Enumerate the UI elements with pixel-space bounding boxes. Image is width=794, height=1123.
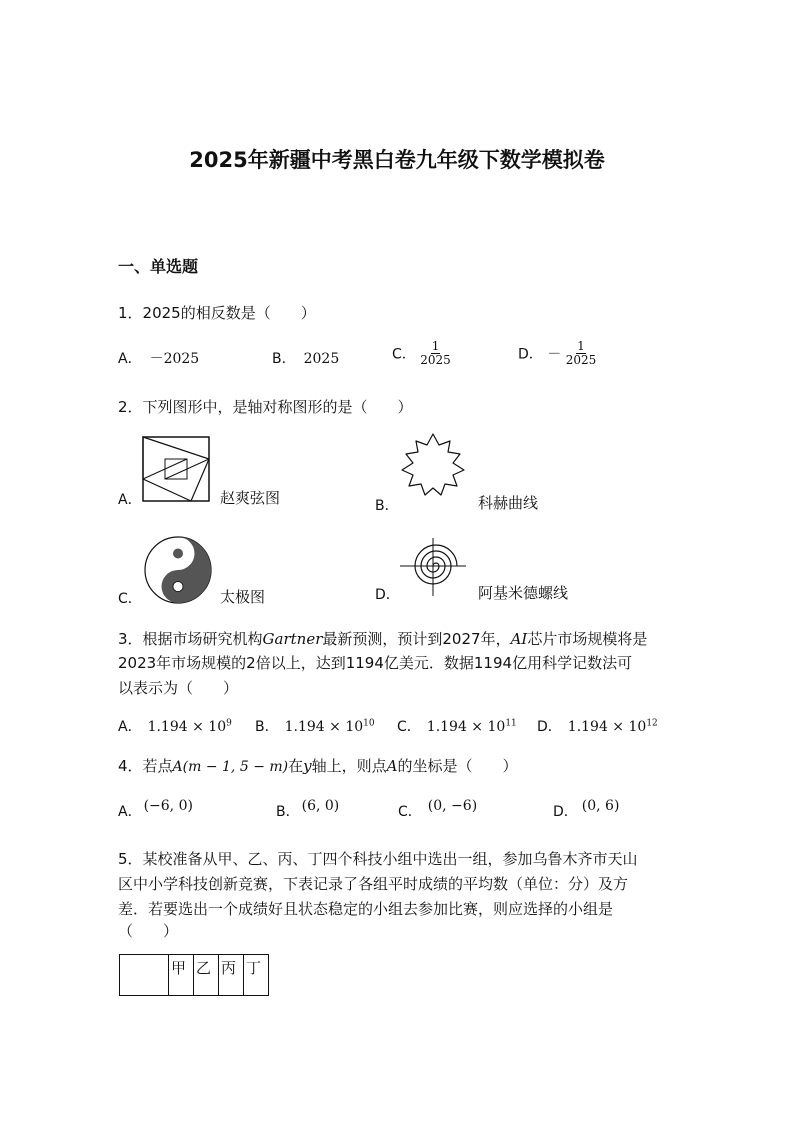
point-name: A [386,757,398,775]
q2-option-d-label: D． [375,587,400,603]
exponent: 12 [646,718,658,729]
koch-snowflake-icon [398,432,468,498]
page-title: 2025年新疆中考黑白卷九年级下数学模拟卷 [189,148,605,172]
option-value: (0, −6) [427,798,478,814]
question-3-line-2: 2023年市场规模的2倍以上，达到1194亿美元．数据1194亿用科学记数法可 [118,654,633,672]
q3-option-b [255,716,375,736]
exponent: 10 [363,718,375,729]
q3-option-c [397,716,517,736]
option-label: C． [398,804,422,820]
fraction-denominator: 2025 [420,353,451,367]
option-label: B． [255,719,279,735]
fraction-numerator: 1 [577,339,585,353]
text: 最新预测，预计到2027年， [322,630,511,648]
text: 的坐标是（ ） [397,757,518,775]
ai-term: AI [510,630,528,648]
table-cell [120,955,169,996]
q2-option-a-label: A． [118,492,142,508]
q2-option-d-caption: 阿基米德螺线 [478,584,569,602]
question-5-line-2: 区中小学科技创新竞赛，下表记录了各组平时成绩的平均数（单位：分）及方 [118,875,629,893]
text: 3．根据市场研究机构 [118,630,263,648]
question-3-line-1 [118,628,647,649]
option-value: 2025 [303,351,340,367]
q4-option-d [553,798,620,821]
option-label: A． [118,719,142,735]
q2-option-b-label: B． [375,498,399,514]
q2-option-c-caption: 太极图 [220,588,266,606]
section-heading: 一、单选题 [118,257,199,276]
archimedean-spiral-icon [398,536,468,598]
q1-option-d [518,340,596,367]
option-value: 1.194 × 10 [426,719,506,735]
text: 芯片市场规模将是 [527,630,648,648]
table-header-cell: 乙 [194,955,219,996]
table-header-cell: 丙 [219,955,244,996]
question-4-text [118,755,517,776]
score-table [119,954,269,996]
option-label: C． [397,719,421,735]
exponent: 11 [505,718,517,729]
option-value: 1.194 × 10 [284,719,364,735]
zhao-shuang-diagram-icon [142,436,210,502]
question-2-text: 2．下列图形中，是轴对称图形的是（ ） [118,398,413,416]
q1-option-b [272,348,339,368]
q3-option-a [118,716,232,736]
taiji-icon [143,535,213,605]
option-value: －2025 [149,351,200,367]
exponent: 9 [226,718,232,729]
question-5-line-1: 5．某校准备从甲、乙、丙、丁四个科技小组中选出一组，参加乌鲁木齐市天山 [118,850,638,868]
option-label: D． [518,346,543,363]
option-value: (−6, 0) [143,798,193,814]
option-value: 1.194 × 10 [147,719,227,735]
option-label: B． [276,804,300,820]
text: 4．若点 [118,757,173,775]
q1-option-c [392,340,451,367]
fraction [566,340,597,367]
question-3-line-3: 以表示为（ ） [118,679,239,697]
q1-option-a [118,348,199,368]
question-5-line-3: 差．若要选出一个成绩好且状态稳定的小组去参加比赛，则应选择的小组是 [118,900,614,918]
table-row [120,955,269,996]
point-expression: A(m − 1, 5 − m) [172,759,289,775]
option-value: (6, 0) [301,798,340,814]
q2-option-b-caption: 科赫曲线 [478,494,539,512]
option-label: C． [392,346,416,363]
fraction [420,340,451,367]
q3-option-d [537,716,658,736]
option-label: A． [118,351,142,367]
q4-option-a [118,798,193,821]
option-label: D． [553,804,578,820]
minus-sign: － [547,346,562,363]
q4-option-b [276,798,340,821]
option-label: B． [272,351,296,367]
option-label: A． [118,804,142,820]
q2-option-a-caption: 赵爽弦图 [220,489,281,507]
option-value: (0, 6) [581,798,620,814]
fraction-denominator: 2025 [565,353,597,367]
company-name: Gartner [262,630,323,648]
option-value: 1.194 × 10 [567,719,647,735]
option-label: D． [537,719,562,735]
table-header-cell: 丁 [244,955,269,996]
q4-option-c [398,798,478,821]
text: 轴上，则点 [311,757,387,775]
axis-variable: y [303,757,312,775]
table-header-cell: 甲 [169,955,194,996]
text: 在 [288,757,304,775]
fraction-numerator: 1 [431,339,440,353]
q2-option-c-label: C． [118,591,142,607]
question-1-text: 1．2025的相反数是（ ） [118,304,316,322]
question-5-line-4: （ ） [118,922,179,940]
